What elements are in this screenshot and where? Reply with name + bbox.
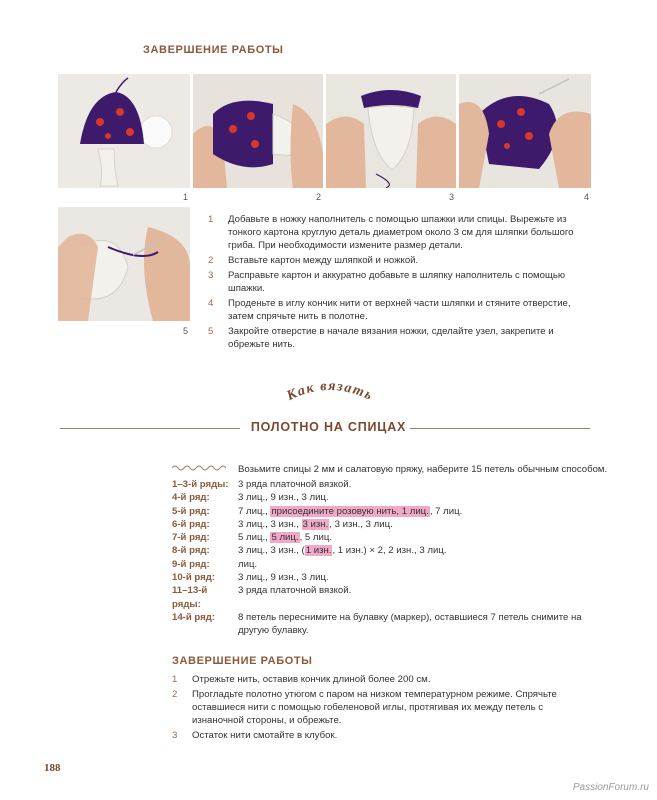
section-title-finishing-bottom: ЗАВЕРШЕНИЕ РАБОТЫ [172,655,313,667]
pattern-rows [172,478,592,638]
pattern-row [172,558,592,571]
row-instruction [238,611,592,638]
photo-number-5: 5 [183,326,189,336]
mushroom-photo-image [58,74,190,188]
instruction-text: 8 петель переснимите на булавку (маркер), оставшиеся 7 петель снимите на другую булавку. [238,611,582,637]
step-number: 4 [208,298,214,309]
photo-step-5 [58,207,190,321]
instruction-text: 3 ряда платочной вязкой. [238,479,352,490]
photo-step-1 [58,74,190,188]
page-subtitle: ПОЛОТНО НА СПИЦАХ [250,420,407,434]
pattern-row [172,518,592,531]
row-label: 8-й ряд: [172,545,210,557]
list-item [172,688,592,727]
row-instruction [238,518,592,531]
row-instruction [238,478,592,491]
instruction-text: 3 ряда платочной вязкой. [238,585,352,597]
row-instruction [238,491,592,504]
row-label: 5-й ряд: [172,505,210,517]
row-label: 11–13-й ряды: [172,585,208,610]
photo-number-1: 1 [183,192,189,202]
wave-ornament-icon [172,464,226,472]
step-text: Закройте отверстие в начале вязания ножки, сделайте узел, закрепите и обрежьте нить. [228,326,554,350]
row-label: 1–3-й ряды: [172,479,229,490]
pattern-row [172,505,592,518]
list-item [208,325,593,351]
row-instruction [238,544,592,557]
step-text: Проденьте в иглу кончик нити от верхней части шляпки и стяните отверстие, затем спрячьте нить в полотне. [228,298,571,322]
row-label: 4-й ряд: [172,492,210,504]
highlighted-stitch: 1 изн. [305,545,332,557]
hands-closing-photo-image [58,207,190,321]
row-label: 10-й ряд: [172,572,216,584]
list-item [172,673,592,686]
watermark: PassionForum.ru [572,782,649,793]
step-number: 1 [208,214,214,225]
svg-text:Как вязать [284,379,376,405]
instruction-text: 3 лиц., 3 изн., [238,518,302,530]
step-text: Остаток нити смотайте в клубок. [192,730,338,741]
highlighted-stitch: присоедините розовую нить, 1 лиц. [271,505,429,517]
photo-step-4 [459,74,591,188]
instruction-text: , 5 лиц. [299,532,333,544]
row-instruction [238,584,592,611]
list-item [208,297,593,323]
instruction-text: 7 лиц., [238,505,271,517]
step-text: Отрежьте нить, оставив кончик длиной более 200 см. [192,674,431,685]
step-number: 1 [172,674,178,685]
step-text: Расправьте картон и аккуратно добавьте в шляпку наполнитель с помощью шпажки. [228,270,566,294]
instruction-text: , 7 лиц. [429,505,463,517]
row-label: 9-й ряд: [172,558,210,570]
list-item [208,213,593,252]
step-number: 3 [208,270,214,281]
highlighted-stitch: 3 изн. [302,518,329,530]
instruction-text: , 1 изн.) × 2, 2 изн., 3 лиц. [332,545,447,557]
pattern-row [172,611,592,638]
finishing-steps-list [208,213,593,353]
step-text: Вставьте картон между шляпкой и ножкой. [228,255,419,266]
step-number: 2 [172,689,178,700]
row-instruction [238,558,592,571]
row-instruction [238,505,592,518]
list-item [208,254,593,267]
photo-number-2: 2 [316,192,322,202]
instruction-text: 3 лиц., 9 изн., 3 лиц. [238,492,329,504]
pattern-row [172,478,592,491]
decorative-arc-title [270,371,390,411]
row-label: 14-й ряд: [172,611,216,623]
how-to-knit-text: Как вязать [284,378,376,405]
step-number: 5 [208,326,214,337]
instruction-text: 5 лиц., [238,532,271,544]
step-number: 3 [172,730,178,741]
row-instruction [238,531,592,544]
pattern-row [172,491,592,504]
step-text: Прогладьте полотно утюгом с паром на низком температурном режиме. Спрячьте оставшиеся нити с помощью гобеленовой иглы, протягивая их между петель с изнаночной стороны, и обрежьте. [192,689,557,726]
step-number: 2 [208,255,214,266]
hands-stuffing-photo-image [326,74,456,188]
highlighted-stitch: 5 лиц. [271,532,299,544]
pattern-intro: Возьмите спицы 2 мм и салатовую пряжу, наберите 15 петель обычным способом. [238,464,608,475]
instruction-text: 3 лиц., 9 изн., 3 лиц. [238,572,329,584]
hands-mushroom-photo-image [193,74,323,188]
list-item [172,729,592,742]
row-instruction [238,571,592,584]
row-label: 7-й ряд: [172,532,210,544]
instruction-text: 3 лиц., 3 изн., ( [238,545,305,557]
pattern-row [172,584,592,611]
photo-number-3: 3 [449,192,455,202]
pattern-row [172,531,592,544]
instruction-text: , 3 изн., 3 лиц. [329,518,393,530]
pattern-row [172,571,592,584]
instruction-text: лиц. [238,558,258,570]
page-number: 188 [44,762,61,774]
photo-step-3 [326,74,456,188]
photo-step-2 [193,74,323,188]
finishing-steps-list-bottom [172,673,592,744]
list-item [208,269,593,295]
hands-needle-photo-image [459,74,591,188]
step-text: Добавьте в ножку наполнитель с помощью шпажки или спицы. Вырежьте из тонкого картона круглую деталь диаметром около 3 см для шляпки большого гриба. При необходимости измените размер детали. [228,214,574,251]
pattern-row [172,544,592,557]
row-label: 6-й ряд: [172,518,210,530]
section-title-finishing: ЗАВЕРШЕНИЕ РАБОТЫ [143,44,284,56]
photo-number-4: 4 [584,192,590,202]
